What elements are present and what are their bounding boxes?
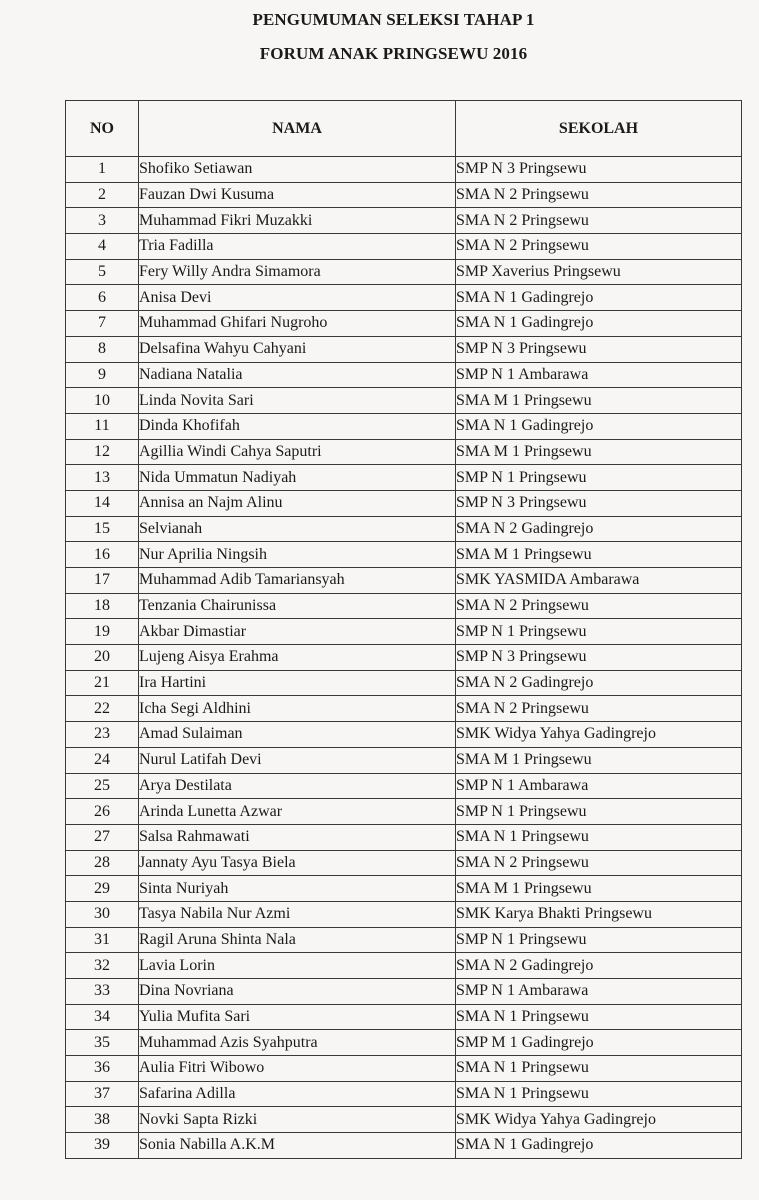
- school-cell: SMA M 1 Pringsewu: [456, 876, 742, 902]
- row-number-cell: 18: [66, 593, 139, 619]
- table-row: [66, 234, 742, 260]
- school-cell: SMK Widya Yahya Gadingrejo: [456, 1107, 742, 1133]
- row-number-cell: 14: [66, 490, 139, 516]
- table-row: [66, 1004, 742, 1030]
- student-name-cell: Arya Destilata: [139, 773, 456, 799]
- student-name-cell: Tria Fadilla: [139, 234, 456, 260]
- table-row: [66, 157, 742, 183]
- row-number-cell: 30: [66, 901, 139, 927]
- school-cell: SMP N 1 Pringsewu: [456, 927, 742, 953]
- student-name-cell: Sinta Nuriyah: [139, 876, 456, 902]
- school-cell: SMA N 2 Gadingrejo: [456, 516, 742, 542]
- school-cell: SMA N 1 Pringsewu: [456, 824, 742, 850]
- row-number-cell: 15: [66, 516, 139, 542]
- column-header-no: NO: [66, 101, 139, 157]
- student-name-cell: Delsafina Wahyu Cahyani: [139, 336, 456, 362]
- table-row: [66, 465, 742, 491]
- table-row: [66, 696, 742, 722]
- table-row: [66, 722, 742, 748]
- row-number-cell: 28: [66, 850, 139, 876]
- table-row: [66, 208, 742, 234]
- school-cell: SMA N 1 Gadingrejo: [456, 1133, 742, 1159]
- table-row: [66, 542, 742, 568]
- school-cell: SMA N 1 Pringsewu: [456, 1004, 742, 1030]
- student-name-cell: Safarina Adilla: [139, 1081, 456, 1107]
- table-row: [66, 568, 742, 594]
- table-row: [66, 1107, 742, 1133]
- table-row: [66, 645, 742, 671]
- row-number-cell: 23: [66, 722, 139, 748]
- row-number-cell: 32: [66, 953, 139, 979]
- school-cell: SMA N 2 Gadingrejo: [456, 670, 742, 696]
- row-number-cell: 13: [66, 465, 139, 491]
- row-number-cell: 33: [66, 979, 139, 1005]
- row-number-cell: 16: [66, 542, 139, 568]
- student-name-cell: Linda Novita Sari: [139, 388, 456, 414]
- school-cell: SMK YASMIDA Ambarawa: [456, 568, 742, 594]
- row-number-cell: 24: [66, 747, 139, 773]
- student-name-cell: Nadiana Natalia: [139, 362, 456, 388]
- student-name-cell: Aulia Fitri Wibowo: [139, 1056, 456, 1082]
- student-name-cell: Tenzania Chairunissa: [139, 593, 456, 619]
- table-row: [66, 259, 742, 285]
- school-cell: SMP N 3 Pringsewu: [456, 157, 742, 183]
- row-number-cell: 25: [66, 773, 139, 799]
- table-row: [66, 799, 742, 825]
- school-cell: SMA N 2 Gadingrejo: [456, 953, 742, 979]
- table-row: [66, 670, 742, 696]
- school-cell: SMA N 1 Gadingrejo: [456, 311, 742, 337]
- table-row: [66, 362, 742, 388]
- row-number-cell: 37: [66, 1081, 139, 1107]
- school-cell: SMA N 1 Gadingrejo: [456, 413, 742, 439]
- student-name-cell: Icha Segi Aldhini: [139, 696, 456, 722]
- row-number-cell: 22: [66, 696, 139, 722]
- school-cell: SMA M 1 Pringsewu: [456, 747, 742, 773]
- row-number-cell: 21: [66, 670, 139, 696]
- table-row: [66, 285, 742, 311]
- row-number-cell: 17: [66, 568, 139, 594]
- document-subtitle: FORUM ANAK PRINGSEWU 2016: [259, 44, 528, 63]
- student-name-cell: Ragil Aruna Shinta Nala: [139, 927, 456, 953]
- student-name-cell: Akbar Dimastiar: [139, 619, 456, 645]
- selection-results-table: [65, 100, 742, 1159]
- table-header-row: [66, 101, 742, 157]
- student-name-cell: Agillia Windi Cahya Saputri: [139, 439, 456, 465]
- school-cell: SMA N 2 Pringsewu: [456, 234, 742, 260]
- school-cell: SMA N 1 Pringsewu: [456, 1081, 742, 1107]
- student-name-cell: Amad Sulaiman: [139, 722, 456, 748]
- table-row: [66, 876, 742, 902]
- table-row: [66, 413, 742, 439]
- student-name-cell: Shofiko Setiawan: [139, 157, 456, 183]
- school-cell: SMP N 1 Ambarawa: [456, 362, 742, 388]
- school-cell: SMA N 2 Pringsewu: [456, 182, 742, 208]
- student-name-cell: Sonia Nabilla A.K.M: [139, 1133, 456, 1159]
- student-name-cell: Dinda Khofifah: [139, 413, 456, 439]
- school-cell: SMA N 2 Pringsewu: [456, 593, 742, 619]
- student-name-cell: Dina Novriana: [139, 979, 456, 1005]
- row-number-cell: 27: [66, 824, 139, 850]
- row-number-cell: 39: [66, 1133, 139, 1159]
- school-cell: SMA N 2 Pringsewu: [456, 850, 742, 876]
- table-row: [66, 927, 742, 953]
- student-name-cell: Lavia Lorin: [139, 953, 456, 979]
- row-number-cell: 6: [66, 285, 139, 311]
- school-cell: SMA M 1 Pringsewu: [456, 439, 742, 465]
- table-row: [66, 953, 742, 979]
- student-name-cell: Salsa Rahmawati: [139, 824, 456, 850]
- school-cell: SMP N 3 Pringsewu: [456, 336, 742, 362]
- table-row: [66, 439, 742, 465]
- school-cell: SMP N 1 Ambarawa: [456, 773, 742, 799]
- student-name-cell: Ira Hartini: [139, 670, 456, 696]
- student-name-cell: Nurul Latifah Devi: [139, 747, 456, 773]
- student-name-cell: Annisa an Najm Alinu: [139, 490, 456, 516]
- table-row: [66, 311, 742, 337]
- row-number-cell: 11: [66, 413, 139, 439]
- table-row: [66, 1056, 742, 1082]
- table-row: [66, 901, 742, 927]
- row-number-cell: 8: [66, 336, 139, 362]
- row-number-cell: 12: [66, 439, 139, 465]
- student-name-cell: Yulia Mufita Sari: [139, 1004, 456, 1030]
- student-name-cell: Nur Aprilia Ningsih: [139, 542, 456, 568]
- school-cell: SMP N 1 Ambarawa: [456, 979, 742, 1005]
- table-row: [66, 979, 742, 1005]
- student-name-cell: Muhammad Fikri Muzakki: [139, 208, 456, 234]
- row-number-cell: 4: [66, 234, 139, 260]
- school-cell: SMP N 3 Pringsewu: [456, 645, 742, 671]
- row-number-cell: 2: [66, 182, 139, 208]
- row-number-cell: 36: [66, 1056, 139, 1082]
- row-number-cell: 31: [66, 927, 139, 953]
- row-number-cell: 10: [66, 388, 139, 414]
- row-number-cell: 5: [66, 259, 139, 285]
- row-number-cell: 7: [66, 311, 139, 337]
- student-name-cell: Lujeng Aisya Erahma: [139, 645, 456, 671]
- school-cell: SMK Widya Yahya Gadingrejo: [456, 722, 742, 748]
- row-number-cell: 34: [66, 1004, 139, 1030]
- school-cell: SMP N 3 Pringsewu: [456, 490, 742, 516]
- table-body: [66, 157, 742, 1159]
- table-row: [66, 1030, 742, 1056]
- student-name-cell: Muhammad Azis Syahputra: [139, 1030, 456, 1056]
- school-cell: SMK Karya Bhakti Pringsewu: [456, 901, 742, 927]
- row-number-cell: 9: [66, 362, 139, 388]
- school-cell: SMP N 1 Pringsewu: [456, 799, 742, 825]
- student-name-cell: Novki Sapta Rizki: [139, 1107, 456, 1133]
- student-name-cell: Fauzan Dwi Kusuma: [139, 182, 456, 208]
- table-row: [66, 850, 742, 876]
- table-row: [66, 182, 742, 208]
- student-name-cell: Muhammad Adib Tamariansyah: [139, 568, 456, 594]
- column-header-sekolah: SEKOLAH: [456, 101, 742, 157]
- table-row: [66, 747, 742, 773]
- school-cell: SMP N 1 Pringsewu: [456, 619, 742, 645]
- table-row: [66, 593, 742, 619]
- student-name-cell: Jannaty Ayu Tasya Biela: [139, 850, 456, 876]
- school-cell: SMA N 2 Pringsewu: [456, 208, 742, 234]
- school-cell: SMA N 2 Pringsewu: [456, 696, 742, 722]
- school-cell: SMP Xaverius Pringsewu: [456, 259, 742, 285]
- school-cell: SMA N 1 Pringsewu: [456, 1056, 742, 1082]
- school-cell: SMP N 1 Pringsewu: [456, 465, 742, 491]
- document-title: PENGUMUMAN SELEKSI TAHAP 1: [252, 10, 535, 29]
- table-row: [66, 1133, 742, 1159]
- student-name-cell: Anisa Devi: [139, 285, 456, 311]
- row-number-cell: 35: [66, 1030, 139, 1056]
- row-number-cell: 26: [66, 799, 139, 825]
- school-cell: SMA M 1 Pringsewu: [456, 388, 742, 414]
- row-number-cell: 38: [66, 1107, 139, 1133]
- table-row: [66, 388, 742, 414]
- table-row: [66, 516, 742, 542]
- row-number-cell: 20: [66, 645, 139, 671]
- row-number-cell: 3: [66, 208, 139, 234]
- student-name-cell: Selvianah: [139, 516, 456, 542]
- table-row: [66, 619, 742, 645]
- student-name-cell: Tasya Nabila Nur Azmi: [139, 901, 456, 927]
- table-row: [66, 824, 742, 850]
- row-number-cell: 19: [66, 619, 139, 645]
- student-name-cell: Muhammad Ghifari Nugroho: [139, 311, 456, 337]
- table-row: [66, 490, 742, 516]
- table-row: [66, 336, 742, 362]
- student-name-cell: Fery Willy Andra Simamora: [139, 259, 456, 285]
- table-row: [66, 1081, 742, 1107]
- student-name-cell: Arinda Lunetta Azwar: [139, 799, 456, 825]
- school-cell: SMP M 1 Gadingrejo: [456, 1030, 742, 1056]
- table-row: [66, 773, 742, 799]
- row-number-cell: 1: [66, 157, 139, 183]
- row-number-cell: 29: [66, 876, 139, 902]
- column-header-nama: NAMA: [139, 101, 456, 157]
- school-cell: SMA N 1 Gadingrejo: [456, 285, 742, 311]
- school-cell: SMA M 1 Pringsewu: [456, 542, 742, 568]
- student-name-cell: Nida Ummatun Nadiyah: [139, 465, 456, 491]
